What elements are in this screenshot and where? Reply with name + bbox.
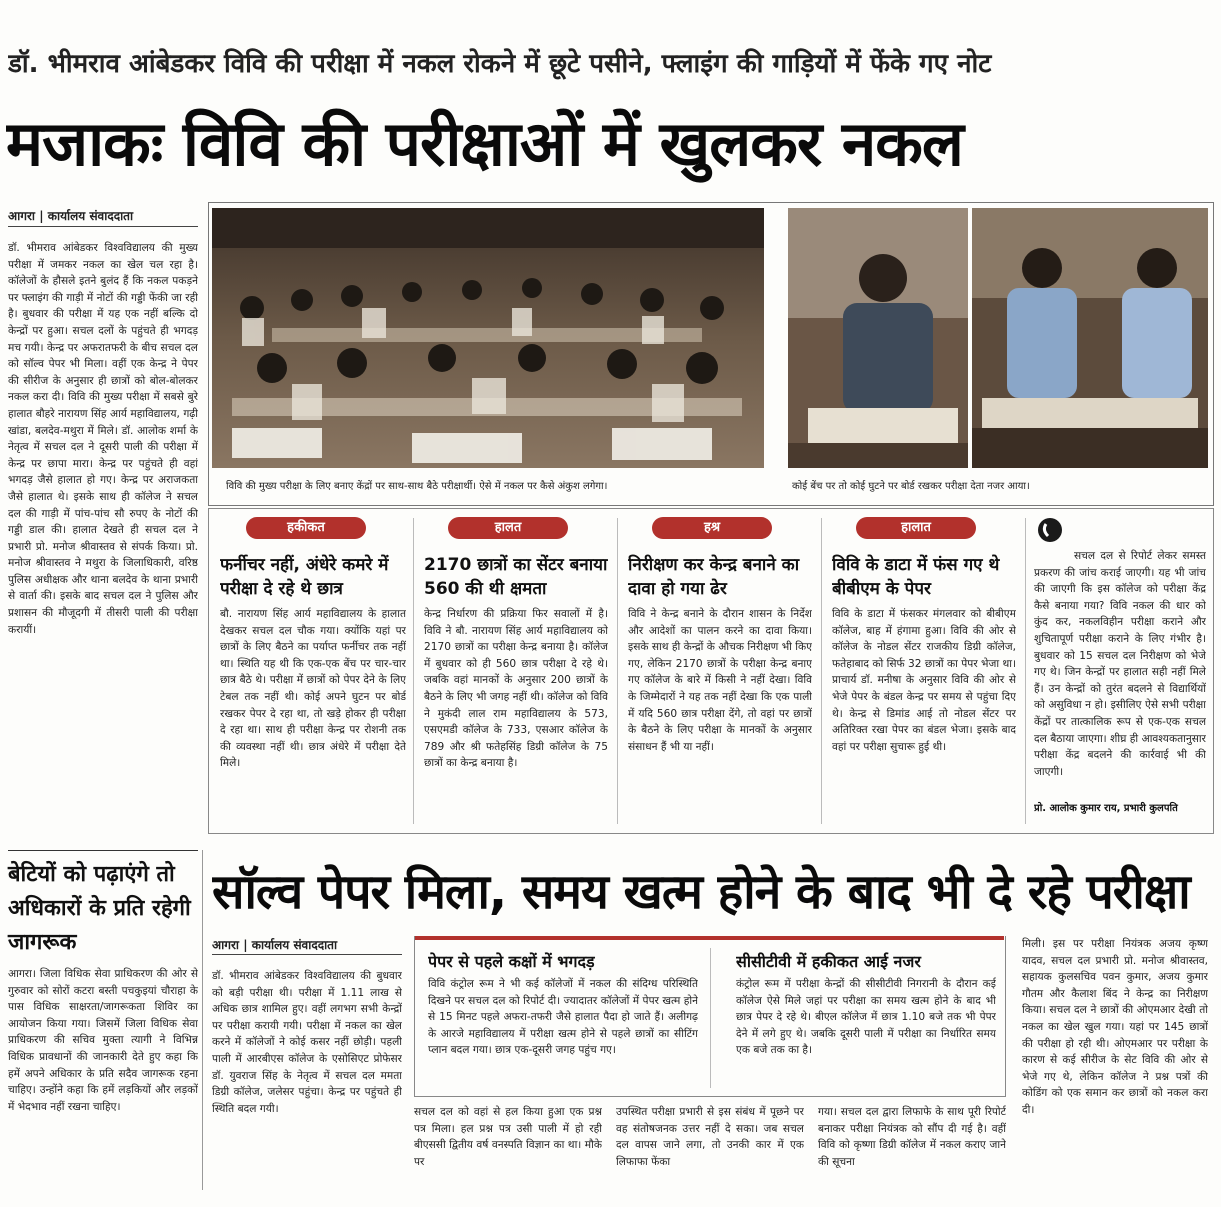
column-4-title: विवि के डाटा में फंस गए थे बीबीएम के पेपर <box>832 555 1000 599</box>
box-divider <box>710 948 711 1088</box>
exam-hall-photo <box>212 208 764 468</box>
sidebar-divider <box>202 850 203 1190</box>
box1-body: विवि कंट्रोल रूम ने भी कई कॉलेजों में नकल की संदिग्ध परिस्थिति दिखने पर सचल दल को रिपोर्ट दी। ज्यादातर कॉलेजों में पेपर खत्म होने से 15 मिनट पहले अफरा-तफरी जैसे हालात पैदा हो जाते हैं। अलीगढ़ के आरजे महाविद्यालय में परीक्षा खत्म होने से पहले छात्रों का सीटिंग प्लान बदल गया। छात्र एक-दूसरी जगह पहुंच गए। <box>428 978 698 1057</box>
dateline-rule <box>8 226 198 227</box>
second-dateline-rule <box>212 954 402 955</box>
column-2-title: 2170 छात्रों का सेंटर बनाया 560 की थी क्षमता <box>424 555 608 599</box>
column-1-body: बौ. नारायण सिंह आर्य महाविद्यालय के हालात देखकर सचल दल चौक गया। क्योंकि यहां पर छात्रों के लिए बैठने का पर्याप्त फर्नीचर तक नहीं था। स्थिति यह थी कि एक-एक बेंच पर चार-चार छात्र बैठे थे। परीक्षा में छात्रों को पेपर देने के लिए टेबल तक नहीं थी। कोई अपने घुटन पर बोर्ड रखकर पेपर दे रहा था, तो खड़े होकर ही परीक्षा दे रहा था। साथ ही परीक्षा केन्द्र पर रोशनी तक की व्यवस्था नहीं थी। छात्र अंधेरे में परीक्षा देते मिले। <box>220 608 406 770</box>
second-story-bottom-col1: सचल दल को वहां से हल किया हुआ एक प्रश्न पत्र मिला। हल प्रश्न पत्र उसी पाली में हो रही बीएससी द्वितीय वर्ष वनस्पति विज्ञान का था। मौके पर <box>414 1106 602 1168</box>
sidebar-headline: बेटियों को पढ़ाएंगे तो अधिकारों के प्रति रहेगी जागरूक <box>8 862 191 955</box>
second-story-bottom-col2: उपस्थित परीक्षा प्रभारी से इस संबंध में पूछने पर वह संतोषजनक उत्तर नहीं दे सका। जब सचल दल वापस जाने लगा, तो उनकी कार में एक लिफाफा फेंका <box>616 1106 804 1168</box>
box2-body: कंट्रोल रूम में परीक्षा केन्द्रों की सीसीटीवी निगरानी के दौरान कई कॉलेज ऐसे मिले जहां पर परीक्षा का समय खत्म होने के बाद भी छात्र पेपर दे रहे थे। बीएल कॉलेज में छात्र 1.10 बजे तक भी पेपर देने में लगे हुए थे। जबकि दूसरी पाली में परीक्षा का निर्धारित समय एक बजे तक का है। <box>736 978 996 1057</box>
column-divider <box>1025 518 1026 824</box>
student-photo-right <box>972 208 1208 468</box>
box2-title: सीसीटीवी में हकीकत आई नजर <box>736 952 921 971</box>
second-story-bottom-col3: गया। सचल दल द्वारा लिफाफे के साथ पूरी रिपोर्ट बनाकर परीक्षा नियंत्रक को सौंप दी गई है। वहीं विवि को कृष्णा डिग्री कॉलेज में नकल कराए जाने की सूचना <box>818 1106 1006 1168</box>
badge-halat: हालत <box>448 517 568 539</box>
quote-mark-icon <box>1036 516 1064 544</box>
side-photo-caption: कोई बेंच पर तो कोई घुटने पर बोर्ड रखकर परीक्षा देता नजर आया। <box>792 481 1030 492</box>
badge-hakikat: हकीकत <box>246 517 366 539</box>
column-4-body: विवि के डाटा में फंसकर मंगलवार को बीबीएम कॉलेज, बाह में हंगामा हुआ। विवि की ओर से कॉलेज के नोडल सेंटर राजकीय डिग्री कॉलेज, फतेहाबाद को सिर्फ 32 छात्रों का पेपर भेजा था। प्राचार्य डॉ. मनीषा के अनुसार विवि की ओर से भेजे पेपर के बंडल केन्द्र पर समय से पहुंचा दिए थे। केन्द्र से डिमांड आई तो नोडल सेंटर पर अतिरिक्त रखा पेपर का बंडल भेजा। इसके बाद वहां पर परीक्षा सुचारू हुई थी। <box>832 608 1016 753</box>
main-photo-caption: विवि की मुख्य परीक्षा के लिए बनाए केंद्रों पर साथ-साथ बैठे परीक्षार्थी। ऐसे में नकल पर कैसे अंकुश लगेगा। <box>226 481 608 492</box>
badge-halaat: हालात <box>856 517 976 539</box>
box1-title: पेपर से पहले कक्षों में भगदड़ <box>428 952 595 971</box>
sidebar-body: आगरा। जिला विधिक सेवा प्राधिकरण की ओर से गुरुवार को सोरों कटरा बस्ती पचकुइयां चौराहा के पास विधिक साक्षरता/जागरूकता शिविर का आयोजन किया गया। जिसमें जिला विधिक सेवा प्राधिकरण की सचिव मुक्ता त्यागी ने विभिन्न विधिक प्रावधानों की जानकारी देते हुए कहा कि हमें अपने अधिकार के प्रति सदैव जागरूक रहना चाहिए। उन्होंने कहा कि हमें लड़कियों और लड़कों में भेदभाव नहीं रखना चाहिए। <box>8 968 198 1113</box>
second-story-right-col: मिली। इस पर परीक्षा नियंत्रक अजय कृष्ण यादव, सचल दल प्रभारी प्रो. मनोज श्रीवास्तव, सहायक कुलसचिव पवन कुमार, अजय कुमार गौतम और कैलाश बिंद ने केन्द्र का निरीक्षण किया। सचल दल ने छात्रों की ओएमआर देखी तो नकल का खेल खुल गया। यहां पर 145 छात्रों की परीक्षा हो रही थी। ओएमआर पर परीक्षा के कारण से कई सीरीज के सेट विवि की ओर से भेजे गए थे, लेकिन कॉलेज ने प्रश्न पत्रों की कोडिंग को एक समान कर छात्रों को नकल करा दी। <box>1022 938 1208 1116</box>
student-photo-left <box>788 208 968 468</box>
badge-hashra: हश्र <box>652 517 772 539</box>
main-dateline: आगरा | कार्यालय संवाददाता <box>8 209 134 223</box>
sidebar-top-rule <box>8 850 198 851</box>
kicker-headline: डॉ. भीमराव आंबेडकर विवि की परीक्षा में नकल रोकने में छूटे पसीने, फ्लाइंग की गाड़ियों में फेंके गए नोट <box>8 49 992 79</box>
second-dateline: आगरा | कार्यालय संवाददाता <box>212 938 338 952</box>
column-1-title: फर्नीचर नहीं, अंधेरे कमरे में परीक्षा दे रहे थे छात्र <box>220 555 389 599</box>
vc-quote-body: सचल दल से रिपोर्ट लेकर समस्त प्रकरण की जांच कराई जाएगी। यह भी जांच की जाएगी कि इस कॉलेज को परीक्षा केंद्र कैसे बनाया गया? विवि नकल की धार को कुंद कर, नकलविहीन परीक्षा कराने और शुचितापूर्ण परीक्षा कराने के लिए गंभीर है। बुधवार को 15 सचल दल निरीक्षण को भेजे गए थे। जिन केन्द्रों पर हालात सही नहीं मिले हैं। उन केन्द्रों को तुरंत बदलने से विद्यार्थियों को असुविधा न हो। इसीलिए ऐसे सभी परीक्षा केंद्रों पर तात्कालिक रूप से एक-एक सचल दल बैठाया जाएगा। शीघ्र ही आवश्यकतानुसार परीक्षा केंद्र बदलने की कार्रवाई भी की जाएगी। <box>1034 550 1206 778</box>
column-divider <box>617 518 618 824</box>
main-story-body: डॉ. भीमराव आंबेडकर विश्वविद्यालय की मुख्य परीक्षा में जमकर नकल का खेल चल रहा है। कॉलेजों के हौसले इतने बुलंद हैं कि नकल पकड़ने पर फ्लाइंग की गाड़ी में नोटों की गड्डी फेंकी जा रही है। बुधवार की परीक्षा में यह एक नहीं बल्कि दो केन्द्रों पर हुआ। सचल दलों के पहुंचते ही भगदड़ मच गयी। केन्द्र पर अफरातफरी के बीच सचल दल को सॉल्व पेपर भी मिला। वहीं एक केन्द्र ने पेपर की सीरीज के अनुसार ही छात्रों को बोल-बोलकर नकल करा दी। विवि की मुख्य परीक्षा में सबसे बुरे हालात बौहरे नारायण सिंह आर्य महाविद्यालय, गढ़ी खांडा, बलदेव-मथुरा में मिले। डॉ. आलोक शर्मा के नेतृत्व में सचल दल ने दूसरी पाली की परीक्षा में केन्द्र पर छापा मारा। केन्द्र पर पहुंचते ही वहां भगदड़ जैसे हालात हो गए। केन्द्र पर अराजकता जैसे हालात थे। इसके साथ ही कॉलेज ने सचल दल की गाड़ी में पांच-पांच सौ रुपए के नोटों की गड्डी डाल की। हालात देखते ही सचल दल ने प्रभारी प्रो. मनोज श्रीवास्तव से संपर्क किया। प्रो. मनोज श्रीवास्तव ने मथुरा के जिलाधिकारी, वरिष्ठ पुलिस अधीक्षक और थाना बलदेव के थाना प्रभारी से वार्ता की। इसके बाद सचल दल ने पुलिस और प्रशासन की मौजूदगी में तीसरी पाली की परीक्षा करायीं। <box>8 242 198 636</box>
column-3-body: विवि ने केन्द्र बनाने के दौरान शासन के निर्देश और आदेशों का पालन करने का दावा किया। इसके साथ ही केन्द्रों के औचक निरीक्षण भी किए गए, लेकिन 2170 छात्रों के परीक्षा केन्द्र बनाए गए कॉलेज के बारे में किसी ने नहीं देखा। विवि के जिम्मेदारों ने यह तक नहीं देखा कि एक पाली में यदि 560 छात्र परीक्षा देंगे, तो वहां पर छात्रों के बैठने के लिए परीक्षा के मानकों के अनुसार संसाधन हैं भी या नहीं। <box>628 608 812 753</box>
column-divider <box>821 518 822 824</box>
second-story-col1: डॉ. भीमराव आंबेडकर विश्वविद्यालय की बुधवार को बड़ी परीक्षा थी। परीक्षा में 1.11 लाख से अधिक छात्र शामिल हुए। वहीं लगभग सभी केन्द्रों पर परीक्षा करायी गयी। परीक्षा में नकल का खेल करने में कॉलेजों ने कोई कसर नहीं छोड़ी। पहली पाली में आरबीएस कॉलेज के एसोसिएट प्रोफेसर डॉ. युवराज सिंह के नेतृत्व में सचल दल ममता डिग्री कॉलेज, जलेसर पहुंचा। केन्द्र पर पहुंचते ही स्थिति बदल गयी। <box>212 970 402 1115</box>
column-divider <box>413 518 414 824</box>
second-headline: सॉल्व पेपर मिला, समय खत्म होने के बाद भी दे रहे परीक्षा <box>212 864 1190 920</box>
column-3-title: निरीक्षण कर केन्द्र बनाने का दावा हो गया ढेर <box>628 555 800 599</box>
column-2-body: केन्द्र निर्धारण की प्रक्रिया फिर सवालों में है। विवि ने बौ. नारायण सिंह आर्य महाविद्यालय को 2170 छात्रों का परीक्षा केन्द्र बनाया है। कॉलेज में बुधवार को ही 560 छात्र परीक्षा दे रहे थे। जबकि वहां मानकों के अनुसार 200 छात्रों के बैठने के लिए भी जगह नहीं थी। कॉलेज को विवि ने मुकंदी लाल राम महाविद्यालय के 573, एसएमडी कॉलेज के 733, एसआर कॉलेज के 789 और श्री फतेहसिंह डिग्री कॉलेज के 75 छात्रों का केन्द्र बनाया है। <box>424 608 608 770</box>
vc-quote-attribution: प्रो. आलोक कुमार राय, प्रभारी कुलपति <box>1034 803 1178 814</box>
main-headline: मजाकः विवि की परीक्षाओं में खुलकर नकल <box>6 107 963 180</box>
